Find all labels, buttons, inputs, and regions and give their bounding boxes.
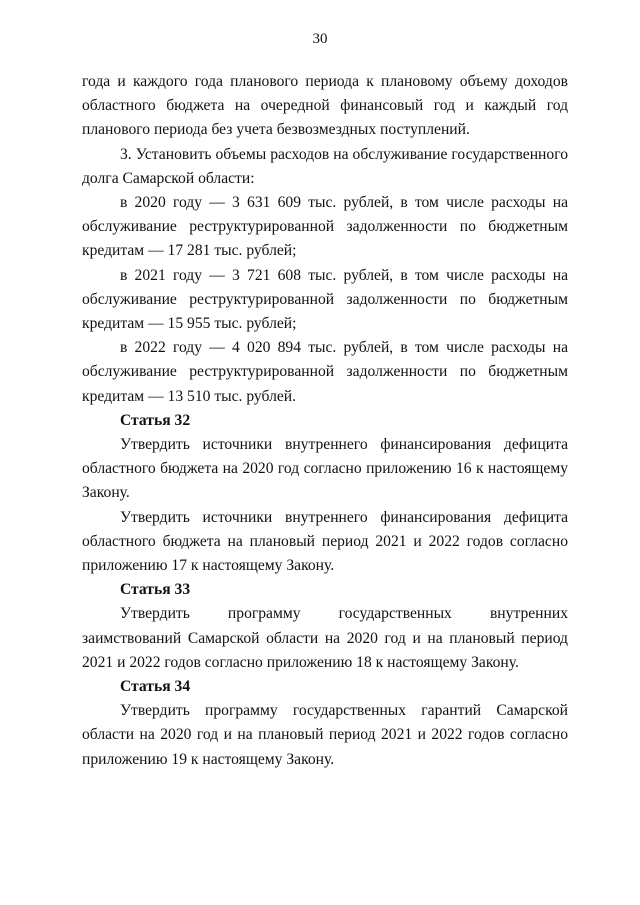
article-32-heading: Статья 32 [120, 411, 191, 429]
article-34-heading: Статья 34 [120, 678, 191, 696]
article-34-paragraph: Утвердить программу государственных гарантий Самарской области на 2020 год и на плановый период 2021 и 2022 годов согласно приложению 19 к настоящему Закону. [82, 702, 568, 768]
paragraph-2021: в 2021 году — 3 721 608 тыс. рублей, в том числе расходы на обслуживание реструктурированной задолженности по бюджетным кредитам — 15 955 тыс. рублей; [82, 266, 568, 333]
paragraph-2022: в 2022 году — 4 020 894 тыс. рублей, в том числе расходы на обслуживание реструктурированной задолженности по бюджетным кредитам — 13 510 тыс. рублей. [82, 339, 568, 405]
paragraph-debt-service: 3. Установить объемы расходов на обслуживание государственного долга Самарской области: [82, 145, 568, 187]
page-number: 30 [312, 31, 328, 47]
article-33-heading: Статья 33 [120, 581, 191, 599]
document-body [82, 70, 568, 772]
paragraph-2020: в 2020 году — 3 631 609 тыс. рублей, в том числе расходы на обслуживание реструктурированной задолженности по бюджетным кредитам — 17 281 тыс. рублей; [82, 194, 568, 260]
paragraph-continuation: года и каждого года планового периода к плановому объему доходов областного бюджета на очередной финансовый год и каждый год планового периода без учета безвозмездных поступлений. [82, 73, 568, 139]
article-33-paragraph: Утвердить программу государственных внутренних заимствований Самарской области на 2020 год и на плановый период 2021 и 2022 годов согласно приложению 18 к настоящему Закону. [82, 605, 568, 671]
article-32-paragraph-1: Утвердить источники внутреннего финансирования дефицита областного бюджета на 2020 год согласно приложению 16 к настоящему Закону. [82, 436, 568, 502]
article-32-paragraph-2: Утвердить источники внутреннего финансирования дефицита областного бюджета на плановый период 2021 и 2022 годов согласно приложению 17 к настоящему Закону. [82, 508, 568, 575]
